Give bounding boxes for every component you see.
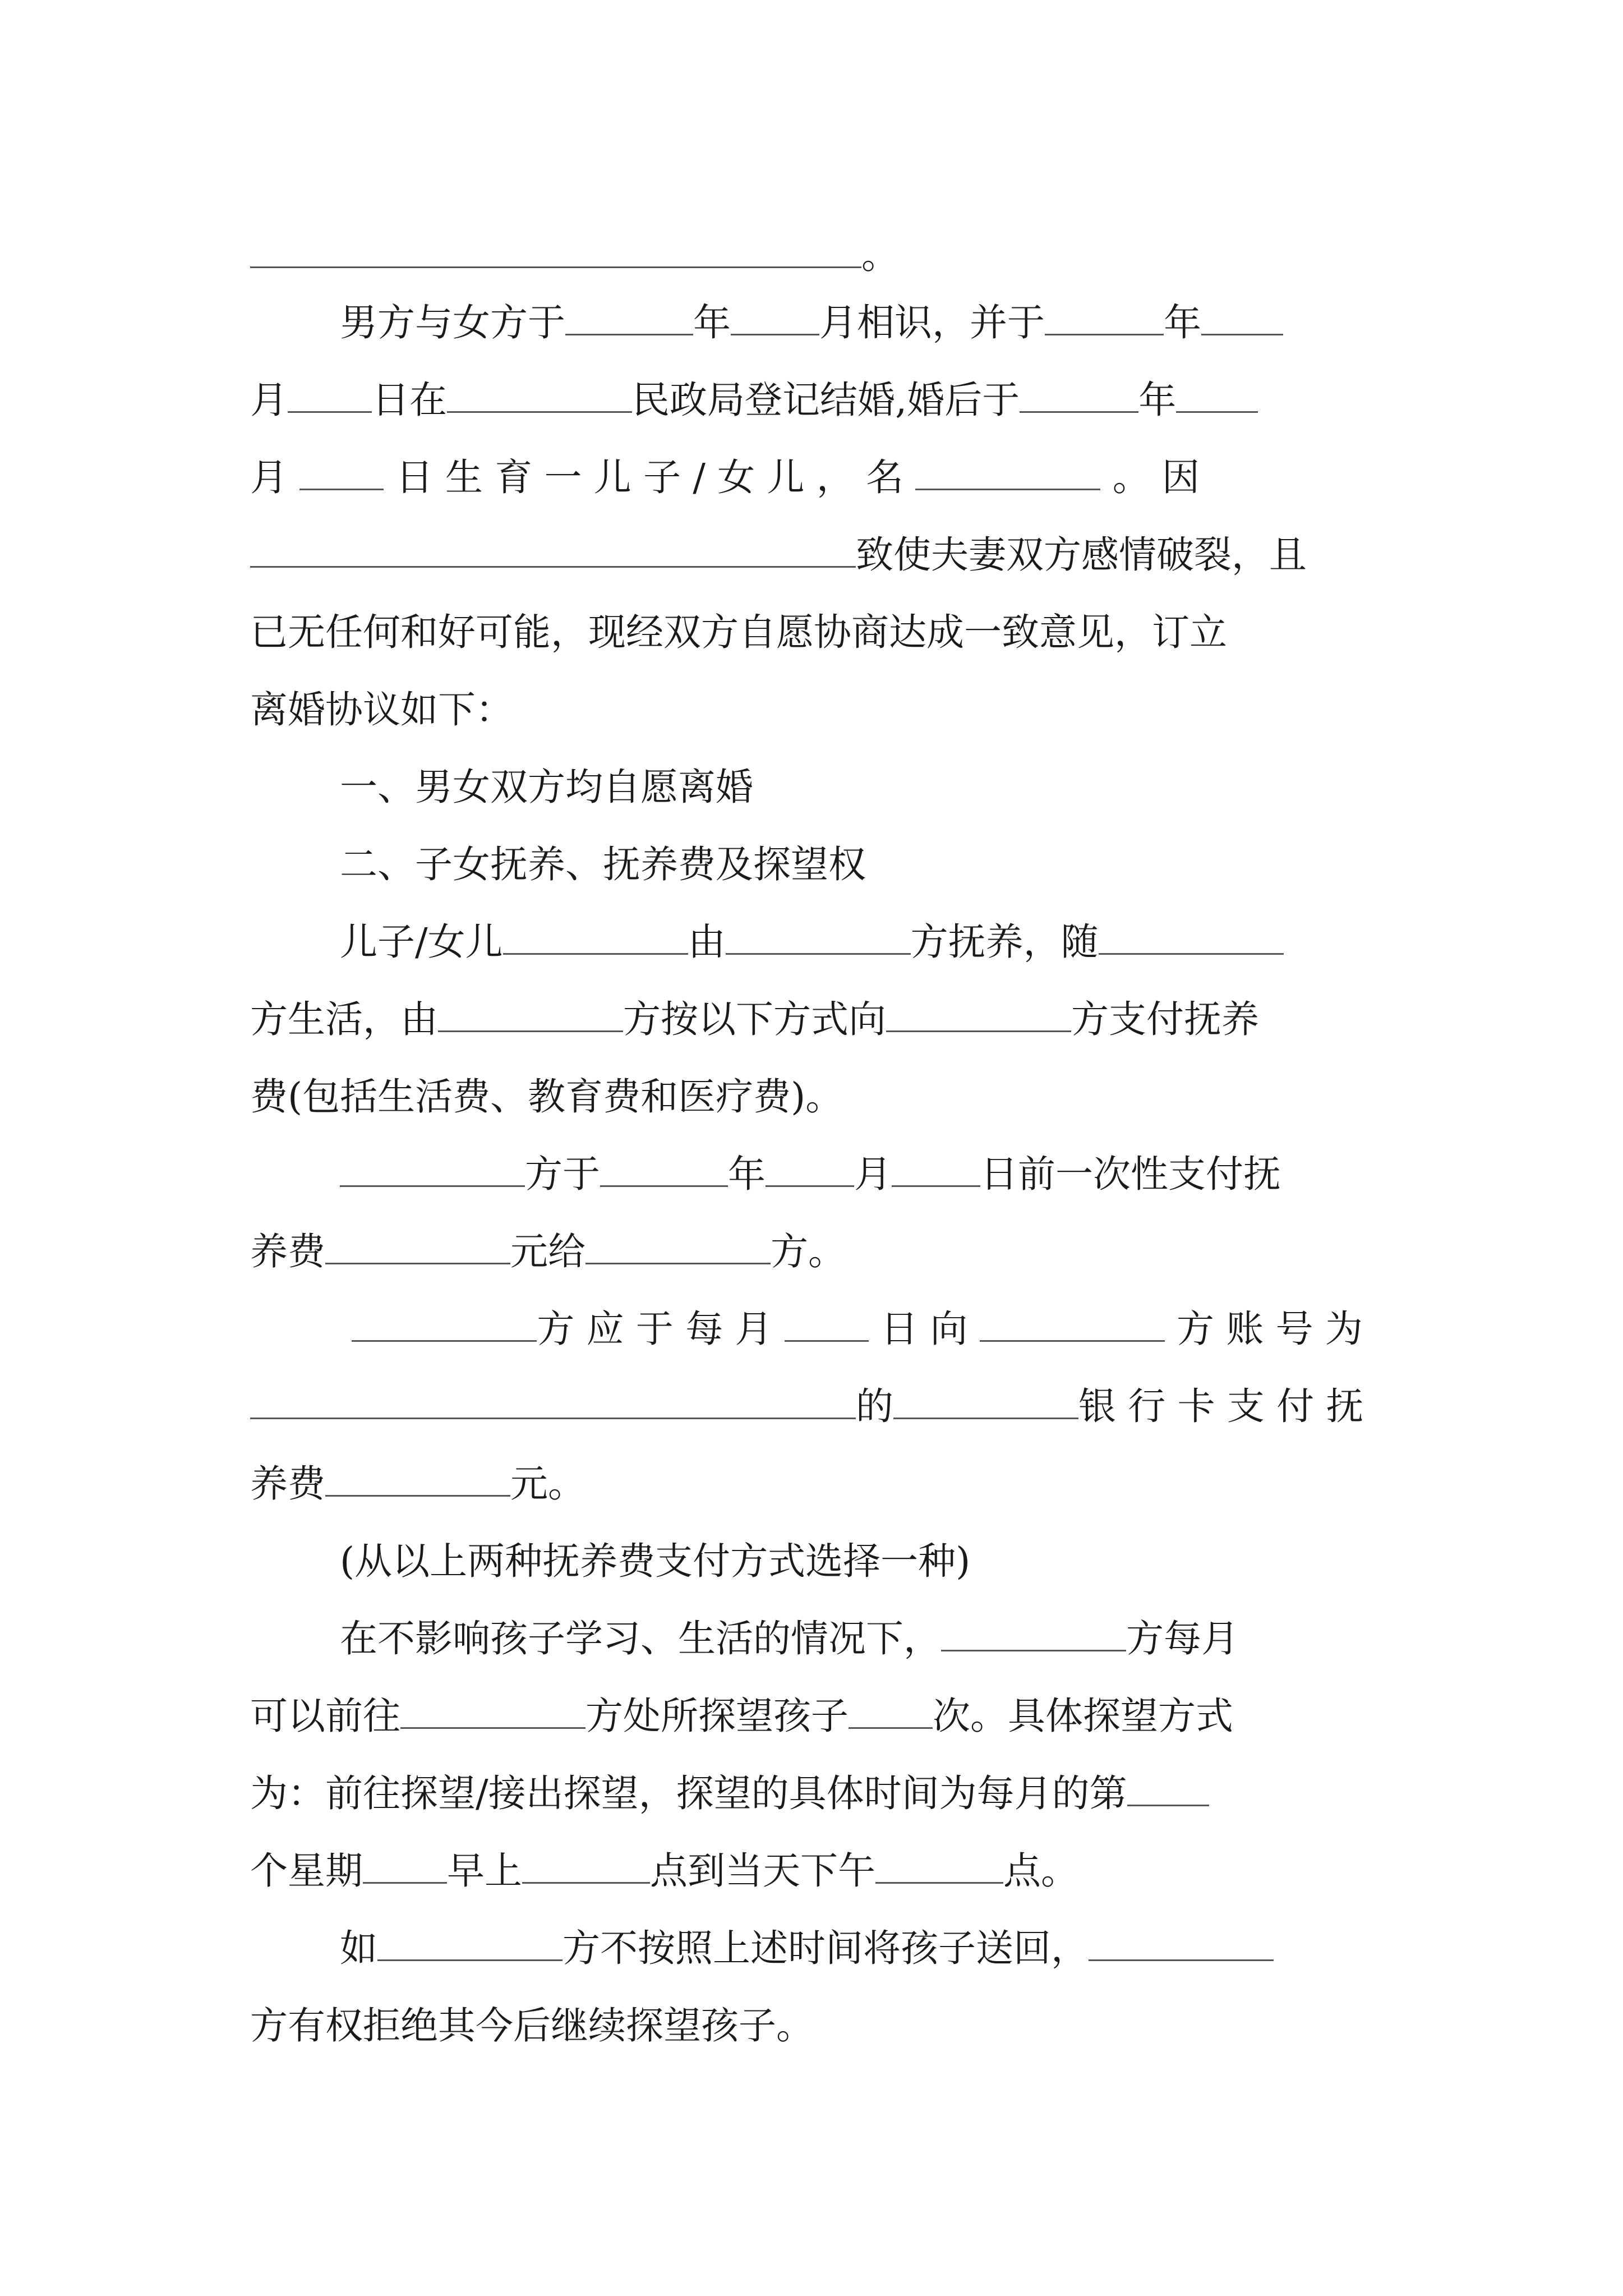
line-text: 一、男女双方均自愿离婚 bbox=[340, 765, 753, 809]
line-text: 方按以下方式向 bbox=[623, 997, 886, 1041]
fill-in-blank[interactable] bbox=[585, 1228, 771, 1264]
line-text: 为：前往探望/接出探望，探望的具体时间为每月的第 bbox=[250, 1772, 1127, 1815]
fill-in-blank[interactable] bbox=[726, 918, 911, 955]
text-line bbox=[250, 230, 899, 280]
fill-in-blank[interactable] bbox=[1099, 918, 1284, 955]
line-text: 二、子女抚养、抚养费及探望权 bbox=[340, 843, 866, 886]
text-line bbox=[340, 297, 1283, 348]
fill-in-blank[interactable] bbox=[325, 1460, 510, 1497]
line-text: 养费 bbox=[250, 1462, 325, 1506]
line-text: 可以前往 bbox=[250, 1694, 400, 1738]
fill-in-blank[interactable] bbox=[892, 1151, 980, 1187]
fill-in-blank[interactable] bbox=[447, 376, 632, 413]
line-text: 。 bbox=[861, 233, 899, 277]
line-text: 个星期 bbox=[250, 1849, 363, 1893]
fill-in-blank[interactable] bbox=[522, 1847, 650, 1884]
fill-in-blank[interactable] bbox=[377, 1925, 562, 1961]
line-text: 方 账 号 为 bbox=[1164, 1307, 1363, 1351]
line-text: 离婚协议如下： bbox=[250, 688, 513, 731]
line-text: 方于 bbox=[525, 1152, 600, 1196]
text-line bbox=[340, 839, 866, 890]
text-line bbox=[340, 1923, 1274, 1973]
fill-in-blank[interactable] bbox=[325, 1228, 510, 1264]
line-text: 次。具体探望方式 bbox=[933, 1694, 1233, 1738]
fill-in-blank[interactable] bbox=[250, 531, 856, 568]
text-line bbox=[340, 1304, 1363, 1354]
line-text: 元给 bbox=[510, 1230, 585, 1273]
fill-in-blank[interactable] bbox=[941, 1615, 1126, 1651]
fill-in-blank[interactable] bbox=[893, 1383, 1078, 1419]
text-line bbox=[250, 994, 1259, 1045]
fill-in-blank[interactable] bbox=[503, 918, 688, 955]
fill-in-blank[interactable] bbox=[915, 454, 1100, 490]
text-line bbox=[250, 530, 1307, 580]
text-line bbox=[250, 1691, 1233, 1741]
text-line bbox=[250, 684, 513, 735]
line-text: 月 bbox=[250, 378, 288, 422]
line-text: 养费 bbox=[250, 1230, 325, 1273]
line-text: 日在 bbox=[372, 378, 447, 422]
line-text bbox=[340, 1307, 352, 1351]
line-text: 方。 bbox=[771, 1230, 846, 1273]
line-text: 方生活，由 bbox=[250, 997, 438, 1041]
line-text: 元。 bbox=[510, 1462, 585, 1506]
fill-in-blank[interactable] bbox=[886, 996, 1071, 1032]
fill-in-blank[interactable] bbox=[299, 454, 384, 490]
fill-in-blank[interactable] bbox=[565, 299, 693, 335]
line-text: 的 bbox=[856, 1384, 893, 1428]
text-line bbox=[250, 2000, 814, 2051]
fill-in-blank[interactable] bbox=[1201, 299, 1283, 335]
line-text: 致使夫妻双方感情破裂，且 bbox=[856, 533, 1307, 577]
fill-in-blank[interactable] bbox=[1127, 1770, 1209, 1806]
line-text: 日 向 bbox=[868, 1307, 980, 1351]
line-text: 方处所探望孩子 bbox=[585, 1694, 849, 1738]
line-text: 年 bbox=[693, 301, 731, 344]
text-line bbox=[250, 452, 1200, 503]
line-text: 年 bbox=[728, 1152, 766, 1196]
fill-in-blank[interactable] bbox=[363, 1847, 447, 1884]
line-text: 月 bbox=[854, 1152, 892, 1196]
text-line bbox=[250, 1381, 1364, 1432]
line-text: 月 bbox=[250, 455, 300, 499]
line-text: (从以上两种抚养费支付方式选择一种) bbox=[340, 1539, 971, 1583]
text-line bbox=[340, 917, 1284, 967]
line-text: 方不按照上述时间将孩子送回， bbox=[562, 1926, 1089, 1970]
line-text: 日前一次性支付抚 bbox=[980, 1152, 1281, 1196]
line-text: 点到当天下午 bbox=[650, 1849, 875, 1893]
line-text: 费(包括生活费、教育费和医疗费)。 bbox=[250, 1075, 843, 1119]
line-text: 。 因 bbox=[1100, 455, 1200, 499]
fill-in-blank[interactable] bbox=[849, 1692, 933, 1729]
fill-in-blank[interactable] bbox=[1020, 376, 1138, 413]
fill-in-blank[interactable] bbox=[400, 1692, 585, 1729]
line-text: 年 bbox=[1164, 301, 1201, 344]
line-text: 方抚养，随 bbox=[910, 920, 1099, 964]
text-line bbox=[250, 1458, 585, 1509]
line-text: 男方与女方于 bbox=[340, 301, 565, 344]
text-line bbox=[340, 1536, 970, 1586]
fill-in-blank[interactable] bbox=[875, 1847, 1003, 1884]
text-line bbox=[250, 1071, 843, 1122]
fill-in-blank[interactable] bbox=[1045, 299, 1164, 335]
line-text: 月相识，并于 bbox=[819, 301, 1045, 344]
line-text: 早上 bbox=[447, 1849, 522, 1893]
line-text: 方每月 bbox=[1126, 1617, 1239, 1660]
fill-in-blank[interactable] bbox=[1176, 376, 1258, 413]
line-text: 民政局登记结婚,婚后于 bbox=[632, 378, 1020, 422]
line-text: 儿子/女儿 bbox=[340, 920, 503, 964]
text-line bbox=[340, 1149, 1281, 1199]
fill-in-blank[interactable] bbox=[980, 1305, 1165, 1342]
line-text: 方 应 于 每 月 bbox=[537, 1307, 785, 1351]
fill-in-blank[interactable] bbox=[288, 376, 372, 413]
line-text: 方有权拒绝其今后继续探望孩子。 bbox=[250, 2004, 814, 2047]
fill-in-blank[interactable] bbox=[250, 1383, 856, 1419]
fill-in-blank[interactable] bbox=[352, 1305, 537, 1342]
text-line bbox=[340, 1613, 1239, 1664]
line-text: 已无任何和好可能，现经双方自愿协商达成一致意见，订立 bbox=[250, 610, 1227, 654]
text-line bbox=[250, 375, 1258, 425]
text-line bbox=[250, 1768, 1209, 1819]
fill-in-blank[interactable] bbox=[600, 1151, 728, 1187]
fill-in-blank[interactable] bbox=[1089, 1925, 1274, 1961]
line-text: 日 生 育 一 儿 子 / 女 儿 ， 名 bbox=[384, 455, 916, 499]
line-text: 如 bbox=[340, 1926, 377, 1970]
text-line bbox=[250, 1846, 1078, 1896]
line-text: 年 bbox=[1138, 378, 1177, 422]
fill-in-blank[interactable] bbox=[766, 1151, 854, 1187]
line-text: 在不影响孩子学习、生活的情况下， bbox=[340, 1617, 941, 1660]
fill-in-blank[interactable] bbox=[340, 1151, 525, 1187]
fill-in-blank[interactable] bbox=[785, 1305, 869, 1342]
text-line bbox=[250, 607, 1227, 657]
line-text: 银 行 卡 支 付 抚 bbox=[1078, 1384, 1364, 1428]
line-text: 方支付抚养 bbox=[1071, 997, 1259, 1041]
fill-in-blank[interactable] bbox=[731, 299, 819, 335]
text-line bbox=[340, 762, 753, 812]
line-text: 点。 bbox=[1003, 1849, 1078, 1893]
fill-in-blank[interactable] bbox=[250, 232, 861, 268]
fill-in-blank[interactable] bbox=[438, 996, 623, 1032]
line-text: 由 bbox=[688, 920, 726, 964]
text-line bbox=[250, 1226, 846, 1277]
